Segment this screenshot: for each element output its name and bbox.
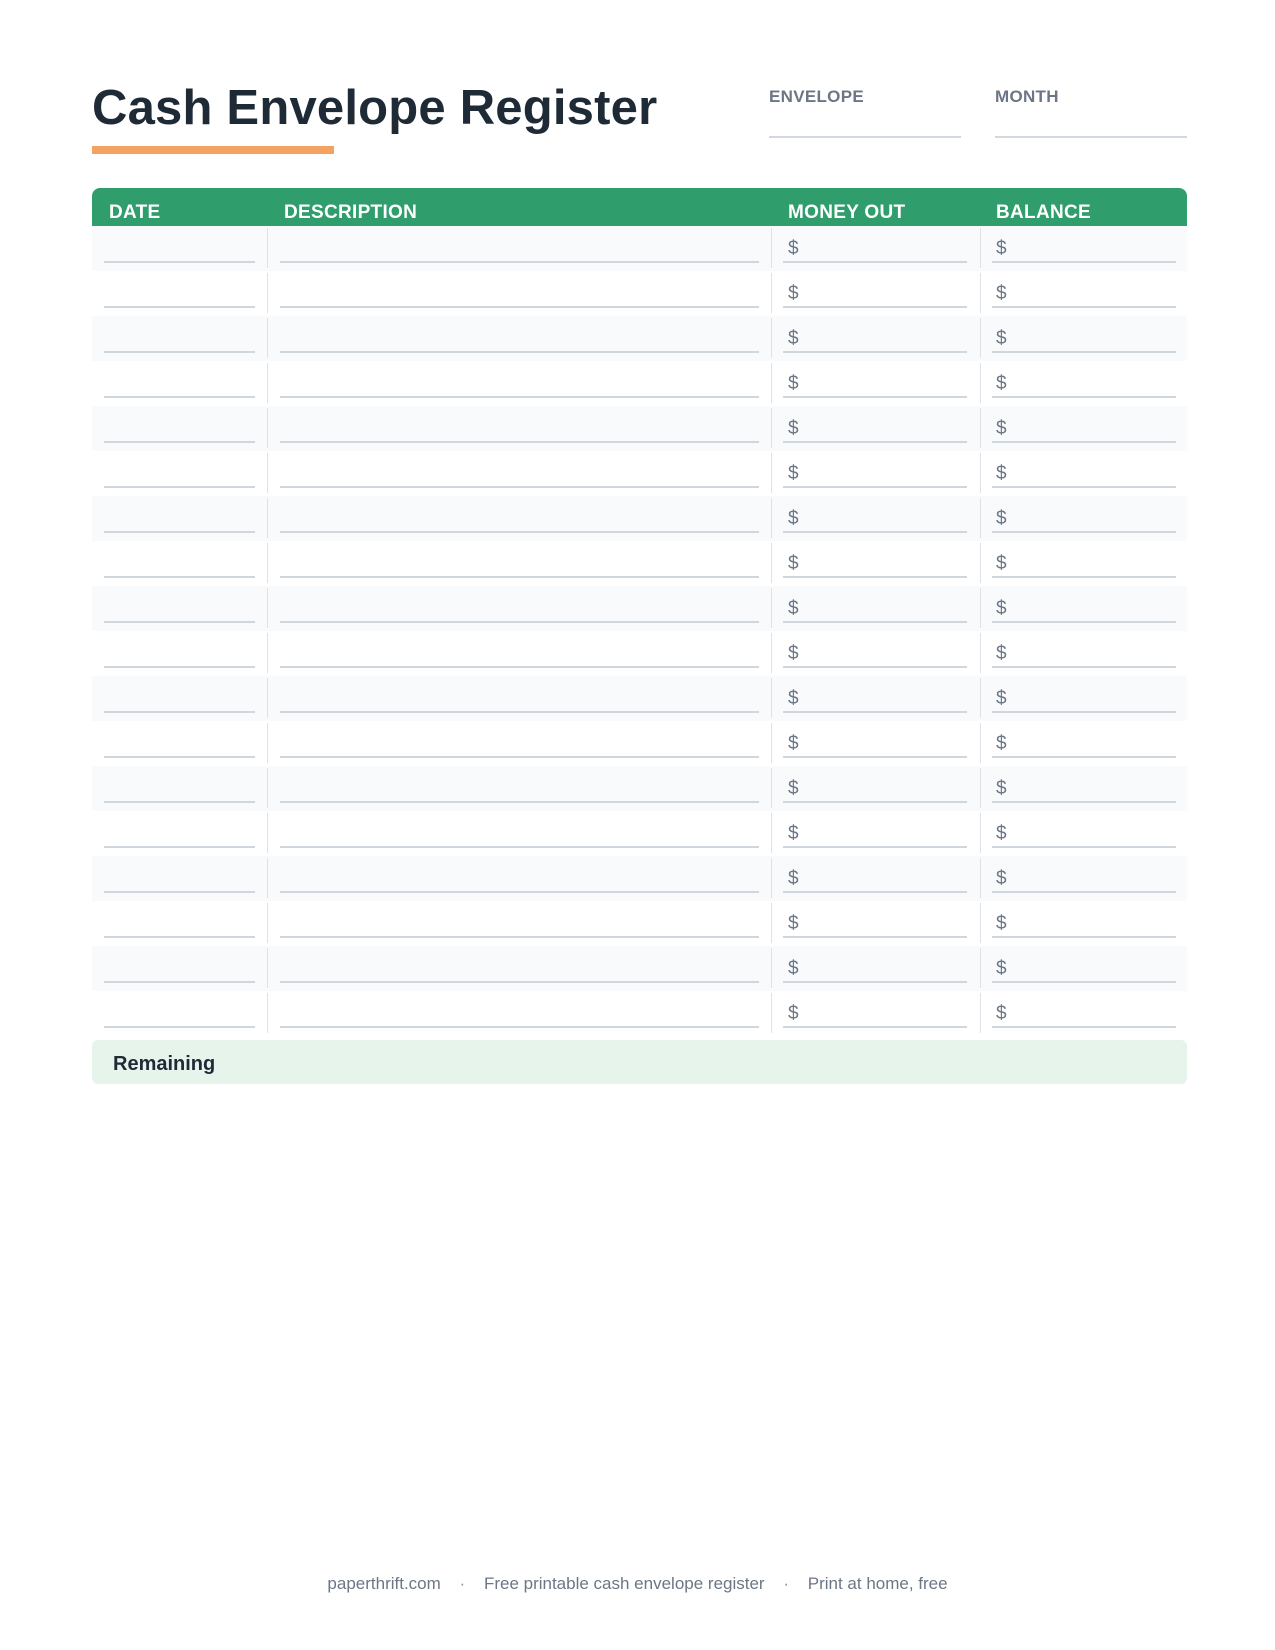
table-row [92, 226, 1187, 271]
column-divider [980, 813, 981, 853]
column-divider [980, 678, 981, 718]
money-out-entry-line[interactable] [783, 396, 967, 398]
date-entry-line[interactable] [104, 621, 255, 623]
balance-currency-symbol: $ [996, 913, 1007, 934]
table-row [92, 316, 1187, 361]
footer-description: Free printable cash envelope register [483, 1574, 765, 1593]
column-header-description: DESCRIPTION [284, 202, 418, 223]
description-entry-line[interactable] [280, 1026, 759, 1028]
table-row [92, 406, 1187, 451]
description-entry-line[interactable] [280, 261, 759, 263]
balance-entry-line[interactable] [992, 1026, 1176, 1028]
column-divider [980, 588, 981, 628]
balance-currency-symbol: $ [996, 508, 1007, 529]
page-title: Cash Envelope Register [92, 81, 658, 135]
balance-entry-line[interactable] [992, 981, 1176, 983]
money-out-entry-line[interactable] [783, 936, 967, 938]
money-out-currency-symbol: $ [788, 778, 799, 799]
money-out-entry-line[interactable] [783, 441, 967, 443]
balance-entry-line[interactable] [992, 711, 1176, 713]
date-entry-line[interactable] [104, 1026, 255, 1028]
column-divider [771, 858, 772, 898]
table-row [92, 271, 1187, 316]
balance-currency-symbol: $ [996, 823, 1007, 844]
balance-currency-symbol: $ [996, 328, 1007, 349]
description-entry-line[interactable] [280, 621, 759, 623]
description-entry-line[interactable] [280, 981, 759, 983]
description-entry-line[interactable] [280, 936, 759, 938]
balance-currency-symbol: $ [996, 373, 1007, 394]
balance-currency-symbol: $ [996, 463, 1007, 484]
column-divider [980, 633, 981, 673]
balance-entry-line[interactable] [992, 261, 1176, 263]
description-entry-line[interactable] [280, 756, 759, 758]
column-divider [771, 363, 772, 403]
column-divider [771, 633, 772, 673]
column-divider [980, 858, 981, 898]
table-row [92, 766, 1187, 811]
description-entry-line[interactable] [280, 531, 759, 533]
table-row [92, 676, 1187, 721]
table-row [92, 946, 1187, 991]
description-entry-line[interactable] [280, 441, 759, 443]
table-row [92, 496, 1187, 541]
money-out-currency-symbol: $ [788, 688, 799, 709]
footer-separator: · [459, 1574, 466, 1593]
description-entry-line[interactable] [280, 351, 759, 353]
balance-currency-symbol: $ [996, 733, 1007, 754]
description-entry-line[interactable] [280, 891, 759, 893]
balance-entry-line[interactable] [992, 801, 1176, 803]
money-out-currency-symbol: $ [788, 508, 799, 529]
column-divider [267, 363, 268, 403]
money-out-currency-symbol: $ [788, 238, 799, 259]
column-divider [771, 408, 772, 448]
date-entry-line[interactable] [104, 981, 255, 983]
money-out-currency-symbol: $ [788, 868, 799, 889]
money-out-entry-line[interactable] [783, 711, 967, 713]
balance-currency-symbol: $ [996, 1003, 1007, 1024]
column-divider [267, 903, 268, 943]
month-input-line[interactable] [995, 136, 1187, 138]
column-divider [980, 768, 981, 808]
balance-currency-symbol: $ [996, 553, 1007, 574]
column-divider [771, 768, 772, 808]
column-divider [267, 858, 268, 898]
date-entry-line[interactable] [104, 756, 255, 758]
column-divider [771, 588, 772, 628]
column-divider [267, 543, 268, 583]
table-row [92, 721, 1187, 766]
money-out-currency-symbol: $ [788, 1003, 799, 1024]
description-entry-line[interactable] [280, 486, 759, 488]
column-divider [980, 408, 981, 448]
money-out-entry-line[interactable] [783, 261, 967, 263]
money-out-entry-line[interactable] [783, 981, 967, 983]
money-out-currency-symbol: $ [788, 328, 799, 349]
month-field[interactable] [995, 86, 1187, 108]
money-out-currency-symbol: $ [788, 823, 799, 844]
date-entry-line[interactable] [104, 441, 255, 443]
balance-entry-line[interactable] [992, 396, 1176, 398]
money-out-currency-symbol: $ [788, 553, 799, 574]
table-row [92, 856, 1187, 901]
month-label: MONTH [995, 87, 1059, 106]
date-entry-line[interactable] [104, 711, 255, 713]
table-row [92, 901, 1187, 946]
money-out-currency-symbol: $ [788, 463, 799, 484]
column-divider [267, 813, 268, 853]
balance-entry-line[interactable] [992, 486, 1176, 488]
money-out-entry-line[interactable] [783, 891, 967, 893]
footer-note: Print at home, free [807, 1574, 948, 1593]
column-divider [267, 723, 268, 763]
remaining-label: Remaining [113, 1053, 216, 1075]
table-row [92, 451, 1187, 496]
envelope-input-line[interactable] [769, 136, 961, 138]
table-row [92, 586, 1187, 631]
column-divider [980, 228, 981, 268]
date-entry-line[interactable] [104, 666, 255, 668]
column-divider [980, 273, 981, 313]
column-divider [980, 363, 981, 403]
description-entry-line[interactable] [280, 396, 759, 398]
column-divider [267, 588, 268, 628]
column-divider [771, 543, 772, 583]
column-divider [267, 993, 268, 1033]
balance-currency-symbol: $ [996, 418, 1007, 439]
page-footer [0, 1574, 1275, 1594]
column-header-money-out: MONEY OUT [788, 202, 906, 223]
footer-separator: · [783, 1574, 790, 1593]
money-out-currency-symbol: $ [788, 643, 799, 664]
description-entry-line[interactable] [280, 666, 759, 668]
envelope-label: ENVELOPE [769, 87, 864, 106]
date-entry-line[interactable] [104, 396, 255, 398]
balance-currency-symbol: $ [996, 238, 1007, 259]
money-out-entry-line[interactable] [783, 486, 967, 488]
column-divider [980, 543, 981, 583]
column-divider [771, 948, 772, 988]
date-entry-line[interactable] [104, 936, 255, 938]
description-entry-line[interactable] [280, 306, 759, 308]
column-divider [771, 498, 772, 538]
column-divider [267, 678, 268, 718]
column-divider [267, 948, 268, 988]
table-row [92, 541, 1187, 586]
table-body [92, 226, 1187, 1036]
column-divider [267, 453, 268, 493]
column-divider [771, 318, 772, 358]
column-divider [267, 228, 268, 268]
envelope-field[interactable] [769, 86, 961, 108]
balance-entry-line[interactable] [992, 576, 1176, 578]
table-row [92, 811, 1187, 856]
column-header-date: DATE [109, 202, 161, 223]
table-row [92, 991, 1187, 1036]
column-divider [980, 948, 981, 988]
description-entry-line[interactable] [280, 801, 759, 803]
balance-entry-line[interactable] [992, 351, 1176, 353]
column-divider [267, 318, 268, 358]
table-row [92, 631, 1187, 676]
date-entry-line[interactable] [104, 531, 255, 533]
balance-entry-line[interactable] [992, 756, 1176, 758]
register-table [92, 188, 1187, 1084]
column-divider [771, 273, 772, 313]
column-divider [771, 813, 772, 853]
money-out-currency-symbol: $ [788, 418, 799, 439]
column-divider [267, 408, 268, 448]
money-out-currency-symbol: $ [788, 958, 799, 979]
money-out-entry-line[interactable] [783, 531, 967, 533]
money-out-entry-line[interactable] [783, 621, 967, 623]
money-out-entry-line[interactable] [783, 306, 967, 308]
date-entry-line[interactable] [104, 576, 255, 578]
column-divider [771, 228, 772, 268]
date-entry-line[interactable] [104, 306, 255, 308]
title-underline [92, 146, 334, 154]
balance-entry-line[interactable] [992, 306, 1176, 308]
balance-currency-symbol: $ [996, 778, 1007, 799]
balance-entry-line[interactable] [992, 891, 1176, 893]
balance-entry-line[interactable] [992, 936, 1176, 938]
balance-currency-symbol: $ [996, 643, 1007, 664]
money-out-entry-line[interactable] [783, 756, 967, 758]
column-divider [771, 903, 772, 943]
money-out-currency-symbol: $ [788, 598, 799, 619]
column-divider [980, 993, 981, 1033]
table-header [92, 188, 1187, 226]
date-entry-line[interactable] [104, 261, 255, 263]
description-entry-line[interactable] [280, 846, 759, 848]
balance-entry-line[interactable] [992, 441, 1176, 443]
money-out-entry-line[interactable] [783, 351, 967, 353]
balance-currency-symbol: $ [996, 868, 1007, 889]
money-out-currency-symbol: $ [788, 733, 799, 754]
money-out-entry-line[interactable] [783, 846, 967, 848]
footer-site: paperthrift.com [327, 1574, 441, 1593]
column-divider [771, 723, 772, 763]
balance-entry-line[interactable] [992, 621, 1176, 623]
money-out-currency-symbol: $ [788, 373, 799, 394]
column-divider [771, 993, 772, 1033]
date-entry-line[interactable] [104, 891, 255, 893]
column-divider [980, 903, 981, 943]
money-out-currency-symbol: $ [788, 283, 799, 304]
date-entry-line[interactable] [104, 846, 255, 848]
table-row [92, 361, 1187, 406]
balance-currency-symbol: $ [996, 958, 1007, 979]
date-entry-line[interactable] [104, 486, 255, 488]
balance-entry-line[interactable] [992, 531, 1176, 533]
column-divider [267, 633, 268, 673]
date-entry-line[interactable] [104, 351, 255, 353]
description-entry-line[interactable] [280, 711, 759, 713]
column-divider [980, 498, 981, 538]
money-out-entry-line[interactable] [783, 1026, 967, 1028]
balance-currency-symbol: $ [996, 688, 1007, 709]
column-divider [267, 273, 268, 313]
column-divider [980, 318, 981, 358]
balance-entry-line[interactable] [992, 666, 1176, 668]
money-out-entry-line[interactable] [783, 666, 967, 668]
column-divider [267, 768, 268, 808]
column-header-balance: BALANCE [996, 202, 1091, 223]
balance-currency-symbol: $ [996, 598, 1007, 619]
column-divider [771, 678, 772, 718]
column-divider [267, 498, 268, 538]
description-entry-line[interactable] [280, 576, 759, 578]
column-divider [771, 453, 772, 493]
money-out-entry-line[interactable] [783, 801, 967, 803]
column-divider [980, 453, 981, 493]
date-entry-line[interactable] [104, 801, 255, 803]
balance-currency-symbol: $ [996, 283, 1007, 304]
column-divider [980, 723, 981, 763]
balance-entry-line[interactable] [992, 846, 1176, 848]
money-out-currency-symbol: $ [788, 913, 799, 934]
remaining-row [92, 1040, 1187, 1084]
money-out-entry-line[interactable] [783, 576, 967, 578]
